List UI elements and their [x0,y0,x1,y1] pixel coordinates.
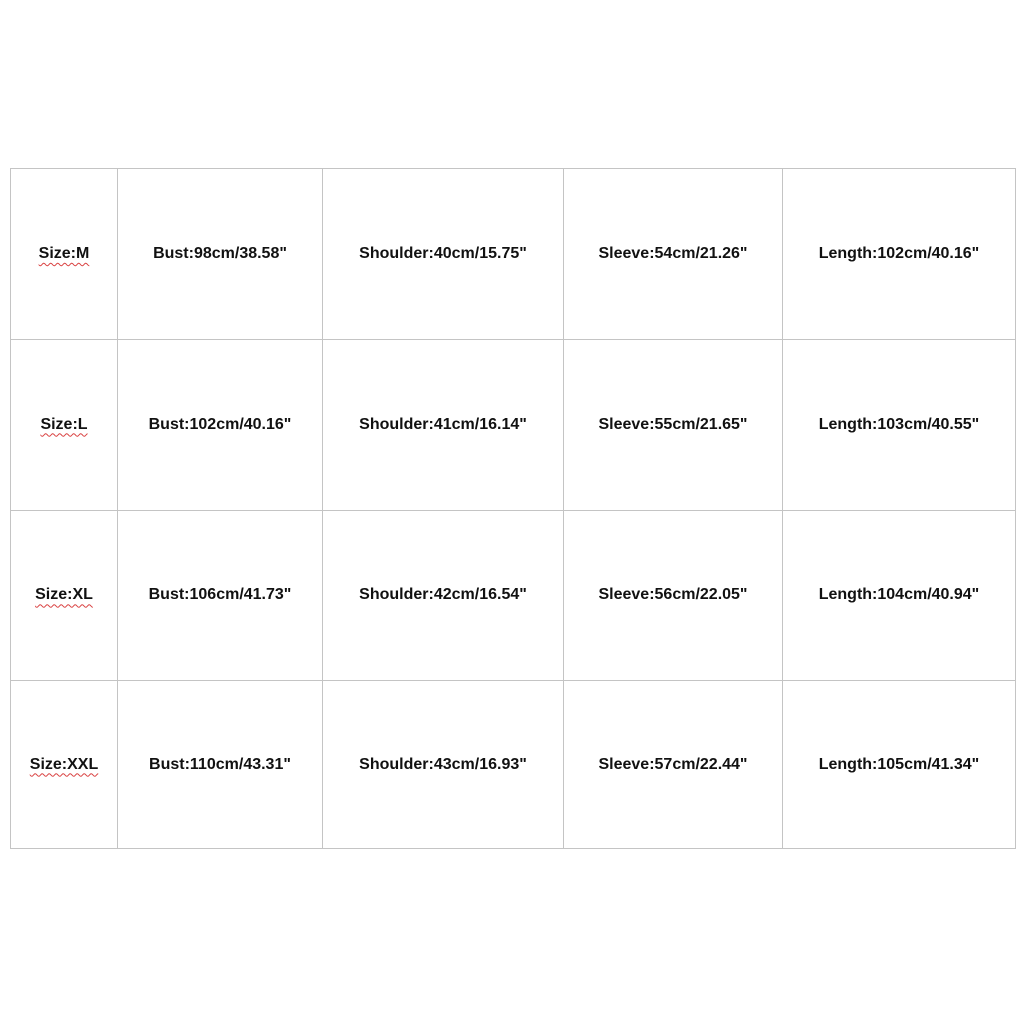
sleeve-cell: Sleeve:55cm/21.65" [564,339,783,510]
size-cell [11,681,118,849]
size-label: Size:L [40,415,88,433]
bust-cell: Bust:106cm/41.73" [118,510,323,681]
bust-cell: Bust:98cm/38.58" [118,169,323,340]
bust-cell: Bust:110cm/43.31" [118,681,323,849]
size-chart-table [10,168,1016,849]
shoulder-cell: Shoulder:43cm/16.93" [323,681,564,849]
length-cell: Length:105cm/41.34" [783,681,1016,849]
table-row [11,510,1016,681]
sleeve-cell: Sleeve:56cm/22.05" [564,510,783,681]
sleeve-cell: Sleeve:57cm/22.44" [564,681,783,849]
length-cell: Length:102cm/40.16" [783,169,1016,340]
shoulder-cell: Shoulder:40cm/15.75" [323,169,564,340]
table-row [11,339,1016,510]
shoulder-cell: Shoulder:41cm/16.14" [323,339,564,510]
table-row [11,169,1016,340]
length-cell: Length:104cm/40.94" [783,510,1016,681]
shoulder-cell: Shoulder:42cm/16.54" [323,510,564,681]
sleeve-cell: Sleeve:54cm/21.26" [564,169,783,340]
size-label: Size:XL [35,586,93,604]
table-row [11,681,1016,849]
size-cell [11,169,118,340]
bust-cell: Bust:102cm/40.16" [118,339,323,510]
size-label: Size:M [38,244,90,262]
length-cell: Length:103cm/40.55" [783,339,1016,510]
size-label: Size:XXL [29,755,99,773]
size-cell [11,339,118,510]
size-cell [11,510,118,681]
